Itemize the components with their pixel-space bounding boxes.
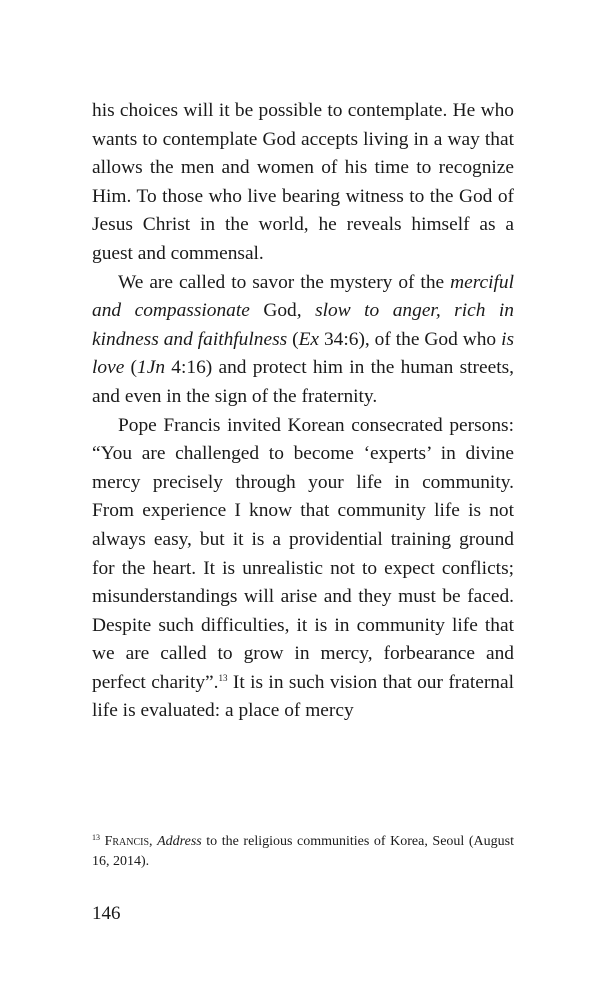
text-run: God	[249, 300, 297, 322]
italic-run: Ex	[298, 328, 320, 350]
text-run: We are called to savor the mystery of the	[118, 271, 451, 293]
footnote: $^{13}$ Francis, Address to the religious communities of Korea, Seoul (August 16, 2014).	[92, 833, 514, 869]
page-body	[92, 97, 514, 726]
italic-run: merciful and compassionate	[92, 271, 514, 322]
text-run: (	[287, 328, 299, 350]
text-run: Pope Francis invited Korean consecrated persons: “You are challenged to become ‘experts’ in divine mercy precisely through your life in community. From experience I know that community life is not always easy, but it is a providential training ground for the heart. It is unrealistic not to expect conflicts; misunderstandings will arise and they must be faced. Despite such difficulties, it is in community life that we are called to grow in mercy, forbearance and perfect charity”.	[92, 414, 514, 693]
text-run: his choices will it be possible to contemplate. He who wants to contemplate God accepts living in a way that allows the men and women of his time to recognize Him. To those who live bearing witness to the God of Jesus Christ in the world, he reveals himself as a guest and commensal.	[92, 100, 514, 264]
italic-run: is love	[92, 328, 515, 379]
italic-run: , slow to anger, rich in kindness and faithfulness	[92, 300, 514, 350]
text-run: 4:16) and protect him in the human streets, and even in the sign of the fraternity.	[92, 357, 514, 407]
text-run: (	[124, 357, 138, 379]
italic-run: 1Jn	[137, 357, 166, 379]
footnote-text: to the religious communities of Korea, Seoul (August 16, 2014).	[92, 834, 514, 869]
body-paragraph	[92, 97, 514, 269]
text-run: It is in such vision that our fraternal life is evaluated: a place of mercy	[92, 671, 514, 722]
footnote-number: 13	[92, 833, 100, 842]
footnote-reference: 13	[218, 672, 228, 683]
body-paragraph	[92, 412, 514, 727]
body-paragraph	[92, 269, 514, 412]
footnote-title: Address	[157, 834, 202, 849]
text-run: 34:6), of the God who	[319, 328, 502, 350]
page-number: 146	[92, 903, 121, 924]
footnote-author: Francis	[104, 834, 150, 849]
